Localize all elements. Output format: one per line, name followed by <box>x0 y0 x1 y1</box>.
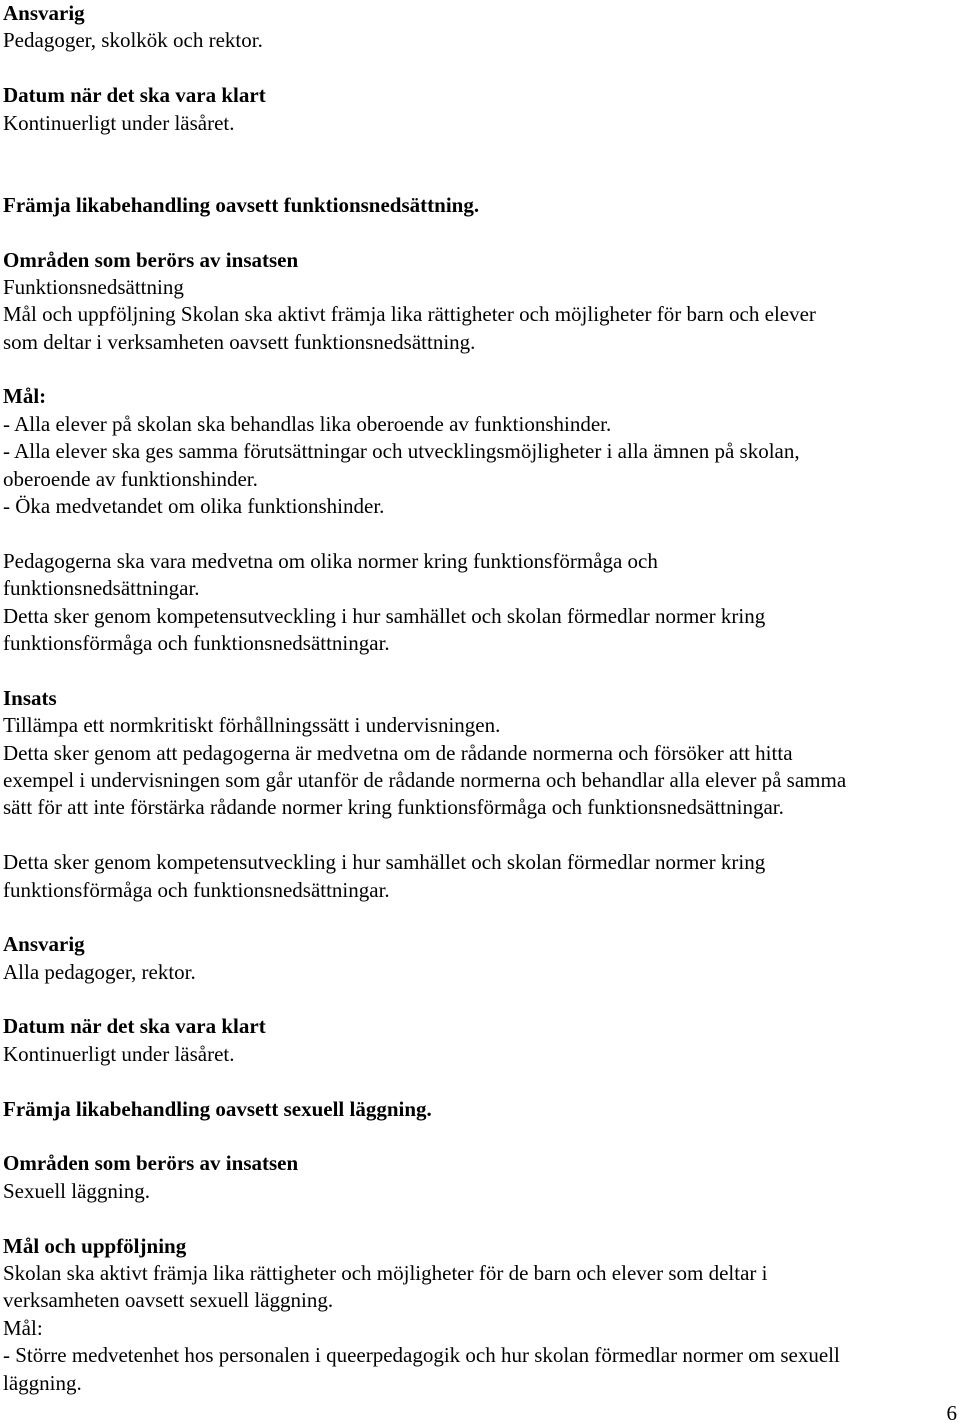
section-title-funktionsnedsattning: Främja likabehandling oavsett funktionsnedsättning. <box>3 192 480 217</box>
heading-mal-uppfoljning: Mål och uppföljning <box>3 1233 187 1258</box>
heading-datum: Datum när det ska vara klart <box>3 83 266 108</box>
paragraph: verksamheten oavsett sexuell läggning. <box>3 1288 334 1313</box>
omraden-text: Sexuell läggning. <box>3 1178 150 1203</box>
ansvarig-text: Alla pedagoger, rektor. <box>3 959 196 984</box>
paragraph: funktionsförmåga och funktionsnedsättningar. <box>3 877 390 902</box>
heading-omraden: Områden som berörs av insatsen <box>3 247 299 272</box>
paragraph: funktionsnedsättningar. <box>3 576 200 601</box>
paragraph: exempel i undervisningen som går utanför de rådande normerna och behandlar alla elever på samma <box>3 767 847 792</box>
omraden-text: Funktionsnedsättning <box>3 274 184 299</box>
heading-datum: Datum när det ska vara klart <box>3 1014 266 1039</box>
mal-uppfoljning-text: Mål och uppföljning Skolan ska aktivt främja lika rättigheter och möjligheter för barn och elever <box>3 302 816 327</box>
heading-omraden: Områden som berörs av insatsen <box>3 1151 299 1176</box>
mal-list-item: - Alla elever ska ges samma förutsättningar och utvecklingsmöjligheter i alla ämnen på skolan, <box>3 439 800 464</box>
mal-list-item: - Alla elever på skolan ska behandlas lika oberoende av funktionshinder. <box>3 411 612 436</box>
spacer <box>3 520 958 547</box>
spacer <box>3 986 958 1013</box>
spacer <box>3 1205 958 1232</box>
heading-ansvarig: Ansvarig <box>3 1 85 25</box>
insats-text: Tillämpa ett normkritiskt förhållningssätt i undervisningen. <box>3 713 501 738</box>
spacer <box>3 164 958 191</box>
paragraph: Detta sker genom kompetensutveckling i hur samhället och skolan förmedlar normer kring <box>3 850 766 875</box>
datum-text: Kontinuerligt under läsåret. <box>3 110 235 135</box>
spacer <box>3 219 958 246</box>
mal-list-item: - Öka medvetandet om olika funktionshinder. <box>3 494 385 519</box>
spacer <box>3 822 958 849</box>
spacer <box>3 1068 958 1095</box>
section-title-sexuell-laggning: Främja likabehandling oavsett sexuell läggning. <box>3 1096 432 1121</box>
heading-ansvarig: Ansvarig <box>3 932 85 957</box>
document-page <box>3 0 958 1397</box>
mal-list-item: oberoende av funktionshinder. <box>3 466 258 491</box>
ansvarig-text: Pedagoger, skolkök och rektor. <box>3 28 263 53</box>
mal-label: Mål: <box>3 1315 43 1340</box>
spacer <box>3 55 958 82</box>
mal-list-item: - Större medvetenhet hos personalen i queerpedagogik och hur skolan förmedlar normer om sexuell <box>3 1343 840 1368</box>
spacer <box>3 657 958 684</box>
paragraph: Pedagogerna ska vara medvetna om olika normer kring funktionsförmåga och <box>3 548 658 573</box>
paragraph: Detta sker genom att pedagogerna är medvetna om de rådande normerna och försöker att hitta <box>3 740 793 765</box>
heading-insats: Insats <box>3 685 57 710</box>
mal-uppfoljning-text: som deltar i verksamheten oavsett funktionsnedsättning. <box>3 329 476 354</box>
paragraph: Detta sker genom kompetensutveckling i hur samhället och skolan förmedlar normer kring <box>3 603 766 628</box>
spacer <box>3 137 958 164</box>
spacer <box>3 356 958 383</box>
paragraph: Skolan ska aktivt främja lika rättigheter och möjligheter för de barn och elever som deltar i <box>3 1260 768 1285</box>
mal-list-item: läggning. <box>3 1370 82 1395</box>
datum-text: Kontinuerligt under läsåret. <box>3 1041 235 1066</box>
page-number: 6 <box>946 1401 957 1425</box>
spacer <box>3 904 958 931</box>
spacer <box>3 1123 958 1150</box>
paragraph: funktionsförmåga och funktionsnedsättningar. <box>3 630 390 655</box>
paragraph: sätt för att inte förstärka rådande normer kring funktionsförmåga och funktionsnedsättningar. <box>3 795 784 820</box>
heading-mal: Mål: <box>3 384 47 409</box>
